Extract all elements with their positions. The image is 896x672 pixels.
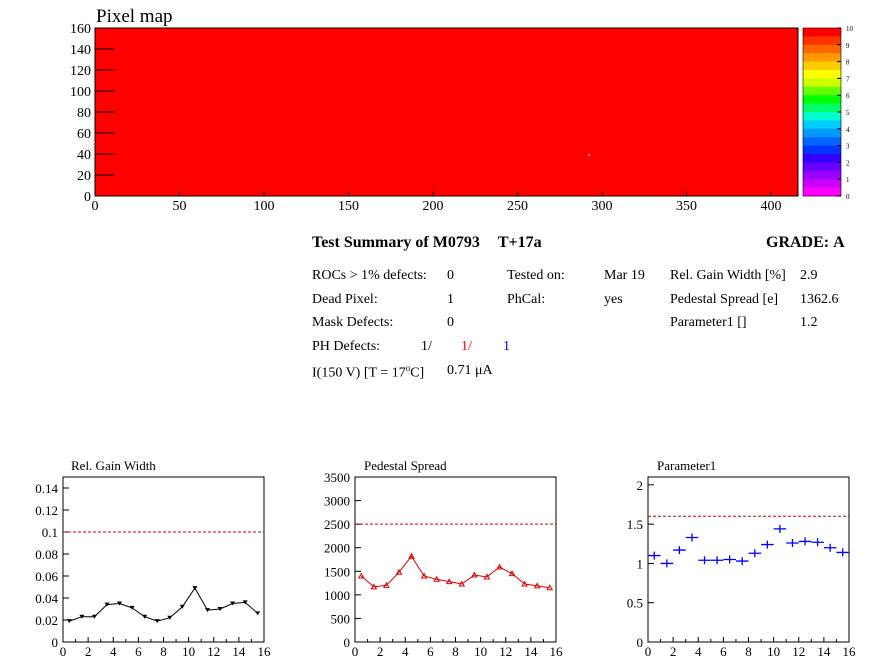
tested-on-label: Tested on: bbox=[507, 268, 565, 283]
colorbar-segment bbox=[803, 45, 841, 54]
data-point bbox=[686, 534, 699, 542]
pixel-map-y-tick-label: 100 bbox=[70, 85, 91, 100]
summary-temperature: T+17a bbox=[497, 234, 542, 251]
pixel-map-y-tick-label: 140 bbox=[70, 43, 91, 58]
current-label: I(150 V) $[T = 17^oC]$ bbox=[312, 363, 425, 381]
data-point bbox=[711, 556, 724, 564]
plot-x-tick-label: 0 bbox=[351, 644, 359, 659]
plot-y-tick-label: 0.1 bbox=[41, 525, 58, 540]
param-value-pedestal: 1362.6 bbox=[800, 292, 839, 307]
colorbar-segment bbox=[803, 137, 841, 146]
phcal-value: yes bbox=[604, 292, 623, 307]
grade: GRADE: A bbox=[766, 234, 845, 251]
plot-x-tick-label: 10 bbox=[182, 644, 196, 659]
colorbar-segment bbox=[803, 53, 841, 62]
current-value: 0.71 μA bbox=[447, 363, 493, 378]
colorbar-segment bbox=[803, 95, 841, 104]
pixel-map-x-tick-label: 100 bbox=[253, 199, 275, 214]
colorbar-segment bbox=[803, 78, 841, 87]
ph-defects-label: PH Defects: bbox=[312, 339, 381, 354]
plot-title: Rel. Gain Width bbox=[71, 458, 156, 473]
plot-x-tick-label: 2 bbox=[84, 644, 92, 659]
dead-pixel bbox=[588, 154, 590, 156]
param-label-param1: Parameter1 [] bbox=[670, 315, 747, 330]
pixel-map-x-tick-label: 350 bbox=[675, 199, 697, 214]
row-label-mask: Mask Defects: bbox=[312, 315, 394, 330]
pixel-map-x-tick-label: 200 bbox=[422, 199, 444, 214]
data-point bbox=[824, 544, 837, 552]
plot-x-tick-label: 2 bbox=[376, 644, 384, 659]
pixel-map-y-tick-label: 120 bbox=[70, 64, 91, 79]
plot-y-tick-label: 1000 bbox=[324, 587, 350, 603]
plot-y-tick-label: 1 bbox=[636, 556, 643, 572]
pixel-map-x-tick-label: 400 bbox=[760, 199, 782, 214]
data-point bbox=[661, 559, 674, 567]
data-point bbox=[736, 557, 749, 565]
row-value-dead: 1 bbox=[447, 292, 454, 307]
plot-title: Parameter1 bbox=[657, 458, 717, 473]
summary-plots bbox=[0, 446, 896, 672]
colorbar-segment bbox=[803, 87, 841, 96]
colorbar-segment bbox=[803, 104, 841, 113]
pixel-map-x-tick-label: 250 bbox=[506, 199, 528, 214]
data-point bbox=[836, 548, 849, 556]
row-value-rocs: 0 bbox=[447, 268, 454, 283]
plot-y-tick-label: 1.5 bbox=[626, 517, 643, 533]
data-point bbox=[761, 541, 774, 549]
colorbar-segment bbox=[803, 120, 841, 129]
plot-y-tick-label: 0 bbox=[343, 635, 350, 650]
colorbar-segment bbox=[803, 62, 841, 71]
colorbar-segment bbox=[803, 112, 841, 121]
pixel-map-y-tick-label: 80 bbox=[77, 106, 91, 121]
plot-y-tick-label: 2 bbox=[636, 477, 643, 493]
plot-y-tick-label: 0.14 bbox=[35, 481, 58, 496]
data-point bbox=[673, 546, 686, 554]
data-point bbox=[698, 556, 711, 564]
plot-frame bbox=[355, 477, 556, 642]
colorbar-segment bbox=[803, 146, 841, 155]
colorbar-segment bbox=[803, 188, 841, 197]
plot-x-tick-label: 8 bbox=[745, 644, 752, 659]
plot-x-tick-label: 4 bbox=[695, 644, 702, 659]
grade-value: A bbox=[833, 234, 845, 251]
plot-x-tick-label: 16 bbox=[842, 644, 856, 659]
data-point bbox=[67, 619, 72, 623]
tested-on-value: Mar 19 bbox=[604, 268, 645, 283]
data-point bbox=[774, 525, 787, 533]
plot-title: Pedestal Spread bbox=[364, 458, 447, 473]
plot-rel-gain-width bbox=[35, 458, 271, 659]
pixel-map-y-tick-label: 160 bbox=[70, 22, 91, 37]
data-point bbox=[255, 611, 260, 615]
colorbar-segment bbox=[803, 154, 841, 163]
data-point bbox=[359, 574, 364, 579]
plot-y-tick-label: 0 bbox=[51, 635, 58, 650]
plot-x-tick-label: 8 bbox=[160, 644, 167, 659]
plot-x-tick-label: 14 bbox=[232, 644, 246, 659]
pixel-map-x-tick-label: 150 bbox=[337, 199, 359, 214]
plot-x-tick-label: 10 bbox=[474, 644, 488, 659]
series-line bbox=[69, 588, 257, 621]
data-point bbox=[648, 552, 661, 560]
ph-defects-value-1: 1/ bbox=[421, 339, 432, 354]
plot-x-tick-label: 14 bbox=[817, 644, 831, 659]
plot-y-tick-label: 0.5 bbox=[626, 595, 643, 611]
plot-y-tick-label: 1500 bbox=[324, 564, 350, 580]
data-point bbox=[192, 586, 197, 590]
plot-parameter1 bbox=[627, 458, 856, 659]
plot-x-tick-label: 6 bbox=[135, 644, 142, 659]
colorbar-segment bbox=[803, 171, 841, 180]
series-line bbox=[361, 556, 549, 588]
ph-defects-value-2: 1/ bbox=[461, 339, 472, 354]
data-point bbox=[799, 537, 812, 545]
plot-x-tick-label: 2 bbox=[669, 644, 677, 659]
pixel-map-x-tick-label: 0 bbox=[91, 199, 99, 214]
plot-pedestal-spread bbox=[324, 458, 563, 659]
colorbar-tick-label: 9 bbox=[846, 41, 850, 50]
pixel-map-y-tick-label: 40 bbox=[77, 148, 91, 163]
plot-y-tick-label: 0.08 bbox=[35, 547, 58, 562]
param-label-gain: Rel. Gain Width [%] bbox=[670, 268, 786, 283]
colorbar-segment bbox=[803, 28, 841, 37]
pixel-map-title: Pixel map bbox=[96, 6, 173, 27]
pixel-map-y-tick-label: 0 bbox=[84, 190, 91, 205]
data-point bbox=[786, 539, 799, 547]
param-value-param1: 1.2 bbox=[800, 315, 818, 330]
plot-y-tick-label: 0.02 bbox=[35, 613, 58, 628]
param-value-gain: 2.9 bbox=[800, 268, 818, 283]
colorbar-segment bbox=[803, 70, 841, 79]
colorbar-tick-label: 2 bbox=[846, 159, 850, 168]
plot-x-tick-label: 6 bbox=[427, 644, 434, 659]
plot-y-tick-label: 0 bbox=[636, 635, 643, 650]
plot-x-tick-label: 12 bbox=[207, 644, 221, 659]
plot-x-tick-label: 6 bbox=[720, 644, 727, 659]
plot-x-tick-label: 4 bbox=[402, 644, 409, 659]
plot-y-tick-label: 3000 bbox=[324, 493, 350, 509]
colorbar-tick-label: 0 bbox=[846, 193, 850, 201]
colorbar-tick-label: 5 bbox=[846, 109, 850, 117]
plot-x-tick-label: 14 bbox=[524, 644, 538, 659]
data-point bbox=[723, 556, 736, 564]
pixel-map-y-tick-label: 20 bbox=[77, 169, 91, 184]
colorbar-segment bbox=[803, 36, 841, 45]
data-point bbox=[142, 615, 147, 619]
colorbar-tick-label: 8 bbox=[846, 58, 850, 67]
plot-y-tick-label: 0.04 bbox=[35, 591, 58, 606]
param-label-pedestal: Pedestal Spread [e] bbox=[670, 292, 779, 307]
plot-x-tick-label: 10 bbox=[767, 644, 781, 659]
data-point bbox=[811, 538, 824, 546]
colorbar-tick-label: 7 bbox=[846, 75, 850, 84]
phcal-label: PhCal: bbox=[507, 292, 546, 307]
plot-x-tick-label: 16 bbox=[549, 644, 563, 659]
colorbar-segment bbox=[803, 129, 841, 138]
plot-frame bbox=[648, 477, 849, 642]
plot-y-tick-label: 2500 bbox=[324, 517, 350, 533]
pixel-map-x-tick-label: 50 bbox=[172, 199, 187, 214]
plot-x-tick-label: 0 bbox=[59, 644, 67, 659]
plot-x-tick-label: 0 bbox=[644, 644, 652, 659]
colorbar-tick-label: 1 bbox=[846, 176, 850, 185]
summary-title: Test Summary of M0793 T+17a bbox=[312, 234, 542, 251]
plot-frame bbox=[63, 477, 264, 642]
pixel-map-plot-area bbox=[95, 28, 798, 196]
plot-x-tick-label: 12 bbox=[499, 644, 513, 659]
pixel-map-chart bbox=[0, 0, 896, 230]
plot-x-tick-label: 12 bbox=[792, 644, 806, 659]
colorbar-tick-label: 4 bbox=[846, 125, 850, 134]
plot-y-tick-label: 3500 bbox=[324, 470, 350, 485]
row-label-rocs: ROCs > 1% defects: bbox=[312, 268, 427, 283]
row-value-mask: 0 bbox=[447, 315, 454, 330]
colorbar-tick-label: 10 bbox=[846, 25, 853, 33]
plot-x-tick-label: 16 bbox=[257, 644, 271, 659]
plot-y-tick-label: 2000 bbox=[324, 540, 350, 556]
plot-y-tick-label: 0.12 bbox=[35, 503, 58, 518]
colorbar-segment bbox=[803, 162, 841, 171]
pixel-map-y-tick-label: 60 bbox=[77, 127, 91, 142]
ph-defects-value-3: 1 bbox=[503, 339, 510, 354]
plot-y-tick-label: 500 bbox=[330, 611, 350, 627]
data-point bbox=[749, 549, 762, 557]
row-label-dead: Dead Pixel: bbox=[312, 292, 378, 307]
colorbar-segment bbox=[803, 179, 841, 188]
plot-x-tick-label: 8 bbox=[452, 644, 459, 659]
pixel-map-x-tick-label: 300 bbox=[591, 199, 613, 214]
plot-x-tick-label: 4 bbox=[110, 644, 117, 659]
colorbar-tick-label: 3 bbox=[846, 142, 850, 151]
colorbar-tick-label: 6 bbox=[846, 92, 850, 101]
plot-y-tick-label: 0.06 bbox=[35, 569, 58, 584]
